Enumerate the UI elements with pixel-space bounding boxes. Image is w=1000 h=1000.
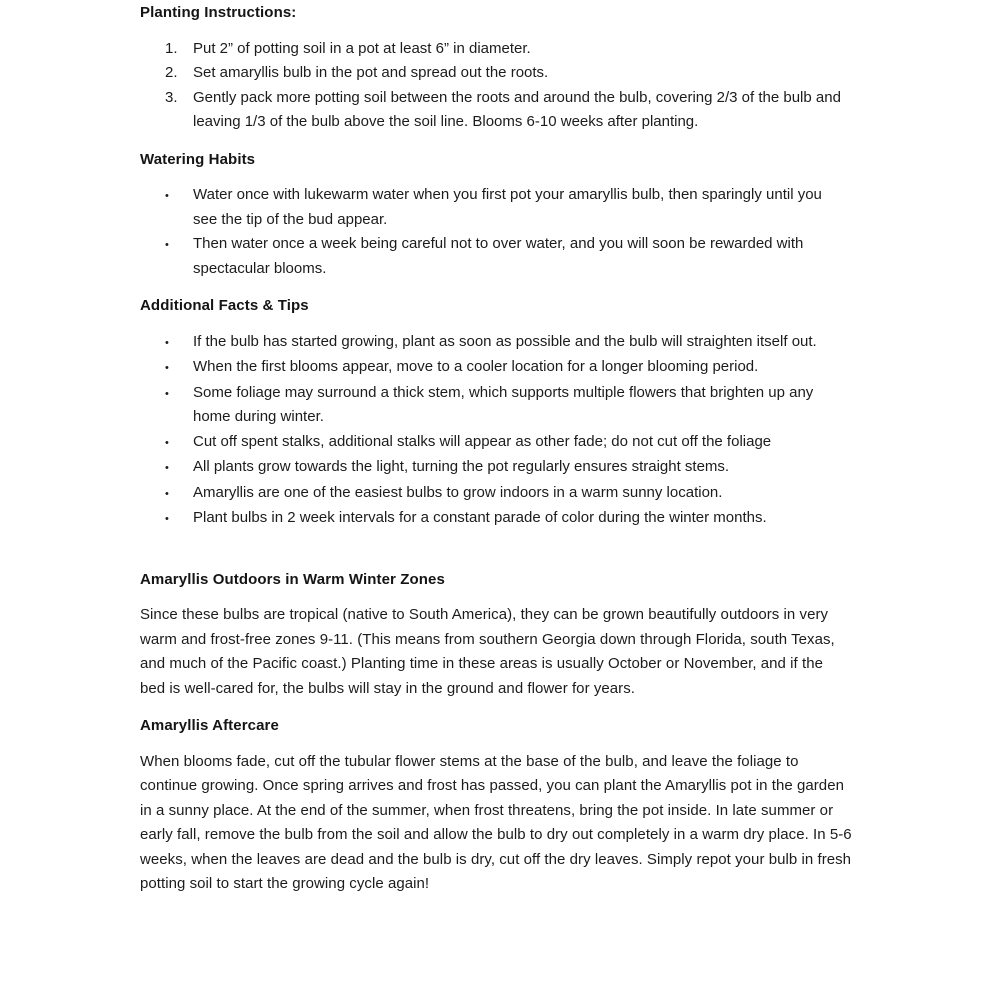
paragraph: When blooms fade, cut off the tubular flower stems at the base of the bulb, and leave the foliage to continue growing. Once spring arrives and frost has passed, you can plant the Amaryllis pot in the garden in a sunny place. At the end of the summer, when frost threatens, bring the pot inside. In late summer or early fall, remove the bulb from the soil and allow the bulb to dry out completely in a warm dry place. In 5-6 weeks, when the leaves are dead and the bulb is dry, cut off the dry leaves. Simply repot your bulb in fresh potting soil to start the growing cycle again! — [140, 752, 852, 892]
list-item-text: All plants grow towards the light, turning the pot regularly ensures straight stems. — [193, 458, 730, 475]
section-outdoors-warm-winter-zones — [140, 568, 860, 702]
number-marker: 2. — [165, 64, 178, 81]
bullet-marker: • — [165, 239, 169, 251]
list-item-text: Water once with lukewarm water when you first pot your amaryllis bulb, then sparingly until you see the tip of the bud appear. — [193, 186, 822, 228]
list-item-text: Some foliage may surround a thick stem, which supports multiple flowers that brighten up any home during winter. — [193, 383, 814, 425]
list-item-text: Gently pack more potting soil between the roots and around the bulb, covering 2/3 of the bulb and leaving 1/3 of the bulb above the soil line. Blooms 6-10 weeks after planting. — [193, 88, 841, 130]
section-planting-instructions — [140, 1, 860, 135]
list-item — [140, 37, 860, 62]
bullet-marker: • — [165, 462, 169, 474]
list-item — [140, 506, 860, 532]
list-item-text: Set amaryllis bulb in the pot and spread out the roots. — [193, 64, 549, 81]
bullet-marker: • — [165, 513, 169, 525]
list-item — [140, 183, 860, 232]
section-watering-habits — [140, 148, 860, 282]
section-heading-outdoors-warm-winter-zones: Amaryllis Outdoors in Warm Winter Zones — [140, 570, 445, 588]
section-heading-additional-facts-tips: Additional Facts & Tips — [140, 297, 309, 314]
bullet-marker: • — [165, 190, 169, 202]
bullet-marker: • — [165, 387, 169, 400]
list-item-text: When the first blooms appear, move to a cooler location for a longer blooming period. — [193, 358, 759, 375]
list-item-text: Plant bulbs in 2 week intervals for a constant parade of color during the winter months. — [193, 509, 767, 526]
document-body — [140, 1, 860, 897]
number-marker: 1. — [165, 39, 178, 57]
list-item-text: If the bulb has started growing, plant as soon as possible and the bulb will straighten itself out. — [193, 332, 817, 350]
bullet-marker: • — [165, 362, 169, 374]
list-item-text: Cut off spent stalks, additional stalks will appear as other fade; do not cut off the foliage — [193, 432, 772, 450]
additional-facts-tips-list — [140, 330, 860, 532]
list-item — [140, 232, 860, 281]
bullet-marker: • — [165, 336, 169, 349]
section-heading-watering-habits: Watering Habits — [140, 150, 256, 168]
list-item — [140, 330, 860, 356]
section-additional-facts-tips — [140, 294, 860, 532]
list-item — [140, 381, 860, 430]
paragraph: Since these bulbs are tropical (native to South America), they can be grown beautifully outdoors in very warm and frost-free zones 9-11. (This means from southern Georgia down through Florida, south Texas, and much of the Pacific coast.) Planting time in these areas is usually October or November, and if the bed is well-cared for, the bulbs will stay in the ground and flower for years. — [140, 606, 835, 697]
section-amaryllis-aftercare — [140, 714, 860, 897]
planting-instructions-list — [140, 37, 860, 135]
list-item-text: Put 2” of potting soil in a pot at least 6” in diameter. — [193, 39, 531, 57]
list-item — [140, 455, 860, 481]
list-item-text: Then water once a week being careful not to over water, and you will soon be rewarded with spectacular blooms. — [193, 235, 804, 277]
section-heading-planting-instructions: Planting Instructions: — [140, 4, 297, 21]
bullet-marker: • — [165, 436, 169, 449]
list-item — [140, 481, 860, 507]
number-marker: 3. — [165, 88, 178, 106]
list-item — [140, 430, 860, 456]
list-item — [140, 86, 860, 135]
section-heading-amaryllis-aftercare: Amaryllis Aftercare — [140, 717, 279, 734]
watering-habits-list — [140, 183, 860, 281]
list-item — [140, 355, 860, 381]
list-item-text: Amaryllis are one of the easiest bulbs to grow indoors in a warm sunny location. — [193, 483, 723, 501]
list-item — [140, 61, 860, 86]
bullet-marker: • — [165, 487, 169, 500]
